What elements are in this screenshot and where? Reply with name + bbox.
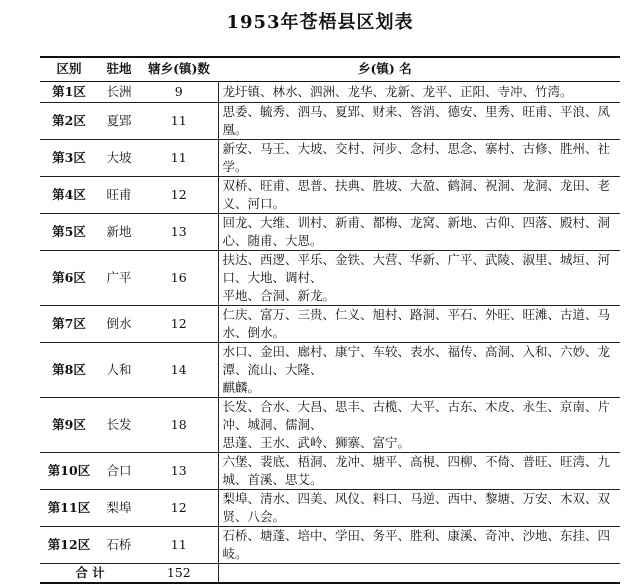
seat-cell: 旺甫 xyxy=(106,186,132,202)
townships-cell xyxy=(218,139,620,176)
townships-cell xyxy=(218,213,620,250)
count-cell: 14 xyxy=(170,361,187,377)
seat-cell: 梨埠 xyxy=(106,499,132,515)
table-header-row xyxy=(40,57,620,81)
table-row xyxy=(40,102,620,139)
district-cell: 第11区 xyxy=(47,499,91,515)
seat-cell: 广平 xyxy=(106,269,132,285)
count-cell: 13 xyxy=(170,462,187,478)
table-row xyxy=(40,139,620,176)
seat-cell: 石桥 xyxy=(106,536,132,552)
district-cell: 第3区 xyxy=(52,149,86,165)
townships-cell xyxy=(218,526,620,563)
table-row xyxy=(40,250,620,305)
township-line: 石桥、塘蓬、培中、学田、务平、胜利、康溪、奇冲、沙地、东挂、四岐。 xyxy=(222,527,611,561)
table-row xyxy=(40,452,620,489)
table-row xyxy=(40,342,620,397)
total-blank xyxy=(218,563,620,583)
district-cell: 第5区 xyxy=(52,223,86,239)
count-cell: 12 xyxy=(170,186,187,202)
count-cell: 13 xyxy=(170,223,187,239)
table-row xyxy=(40,81,620,102)
count-cell: 9 xyxy=(174,83,183,99)
township-line: 思委、毓秀、泗马、夏郢、财来、答消、德安、里秀、旺甫、平浪、凤凰。 xyxy=(222,103,611,137)
district-cell: 第9区 xyxy=(52,416,86,432)
division-table xyxy=(40,56,620,584)
townships-cell xyxy=(218,452,620,489)
header-seat: 驻地 xyxy=(106,61,132,77)
township-line: 平地、合洞、新龙。 xyxy=(222,287,336,303)
table-row xyxy=(40,305,620,342)
table-row xyxy=(40,489,620,526)
count-cell: 12 xyxy=(170,315,187,331)
total-row xyxy=(40,563,620,583)
township-line: 新安、马王、大坡、交村、河步、念村、思念、寨村、古修、胜州、社学。 xyxy=(222,140,611,174)
count-cell: 16 xyxy=(170,269,187,285)
total-count: 152 xyxy=(166,564,191,580)
district-cell: 第12区 xyxy=(47,536,91,552)
township-line: 水口、金田、廊村、康宁、车较、表水、福传、高洞、入和、六妙、龙潭、流山、大隆、 xyxy=(222,343,611,377)
total-label: 合 计 xyxy=(75,564,105,580)
township-line: 仁庆、富万、三贵、仁义、旭村、路洞、平石、外旺、旺滩、古道、马水、倒水。 xyxy=(222,306,611,340)
count-cell: 11 xyxy=(170,112,187,128)
table-row xyxy=(40,526,620,563)
count-cell: 12 xyxy=(170,499,187,515)
page-title: 1953年苍梧县区划表 xyxy=(226,12,414,33)
count-cell: 11 xyxy=(170,536,187,552)
townships-cell xyxy=(218,250,620,305)
header-count: 辖乡(镇)数 xyxy=(148,61,210,77)
district-cell: 第1区 xyxy=(52,83,86,99)
table-body xyxy=(40,81,620,583)
townships-cell xyxy=(218,489,620,526)
count-cell: 11 xyxy=(170,149,187,165)
table-row xyxy=(40,213,620,250)
seat-cell: 夏郢 xyxy=(106,112,132,128)
count-cell: 18 xyxy=(170,416,187,432)
seat-cell: 合口 xyxy=(106,462,132,478)
township-line: 双桥、旺甫、思普、扶典、胜坡、大盈、鹤洞、祝洞、龙洞、龙田、老义、河口。 xyxy=(222,177,611,211)
table-row xyxy=(40,397,620,452)
township-line: 龙圩镇、林水、泗洲、龙华、龙新、龙平、正阳、寺冲、竹湾。 xyxy=(222,83,573,99)
district-cell: 第8区 xyxy=(52,361,86,377)
district-cell: 第2区 xyxy=(52,112,86,128)
seat-cell: 长洲 xyxy=(106,83,132,99)
townships-cell xyxy=(218,102,620,139)
district-cell: 第7区 xyxy=(52,315,86,331)
townships-cell xyxy=(218,81,620,102)
district-cell: 第6区 xyxy=(52,269,86,285)
header-townships: 乡(镇) 名 xyxy=(358,61,412,77)
township-line: 思蓬、王水、武岭、狮寨、富宁。 xyxy=(222,434,411,450)
header-district: 区别 xyxy=(56,61,82,77)
townships-cell xyxy=(218,176,620,213)
township-line: 六堡、裴底、梧洞、龙冲、塘平、高梘、四柳、不倚、普旺、旺湾、九城、首溪、思艾。 xyxy=(222,453,611,487)
seat-cell: 大坡 xyxy=(106,149,132,165)
seat-cell: 人和 xyxy=(106,361,132,377)
seat-cell: 新地 xyxy=(106,223,132,239)
townships-cell xyxy=(218,342,620,397)
table-row xyxy=(40,176,620,213)
township-line: 回龙、大维、训村、新甫、都梅、龙窝、新地、古仰、四落、殿村、洞心、随甫、大恩。 xyxy=(222,214,611,248)
seat-cell: 倒水 xyxy=(106,315,132,331)
district-cell: 第10区 xyxy=(47,462,91,478)
townships-cell xyxy=(218,397,620,452)
township-line: 长发、合水、大昌、思丰、古榄、大平、古东、木皮、永生、京南、片冲、城洞、儒洞、 xyxy=(222,398,611,432)
townships-cell xyxy=(218,305,620,342)
township-line: 梨埠、清水、四美、风仪、料口、马逆、西中、黎塘、万安、木双、双贤、八会。 xyxy=(222,490,611,524)
township-line: 扶达、西逻、平乐、金铁、大营、华新、广平、武陵、淑里、城垣、河口、大地、调村、 xyxy=(222,251,611,285)
seat-cell: 长发 xyxy=(106,416,132,432)
district-cell: 第4区 xyxy=(52,186,86,202)
township-line: 麒麟。 xyxy=(222,379,261,395)
